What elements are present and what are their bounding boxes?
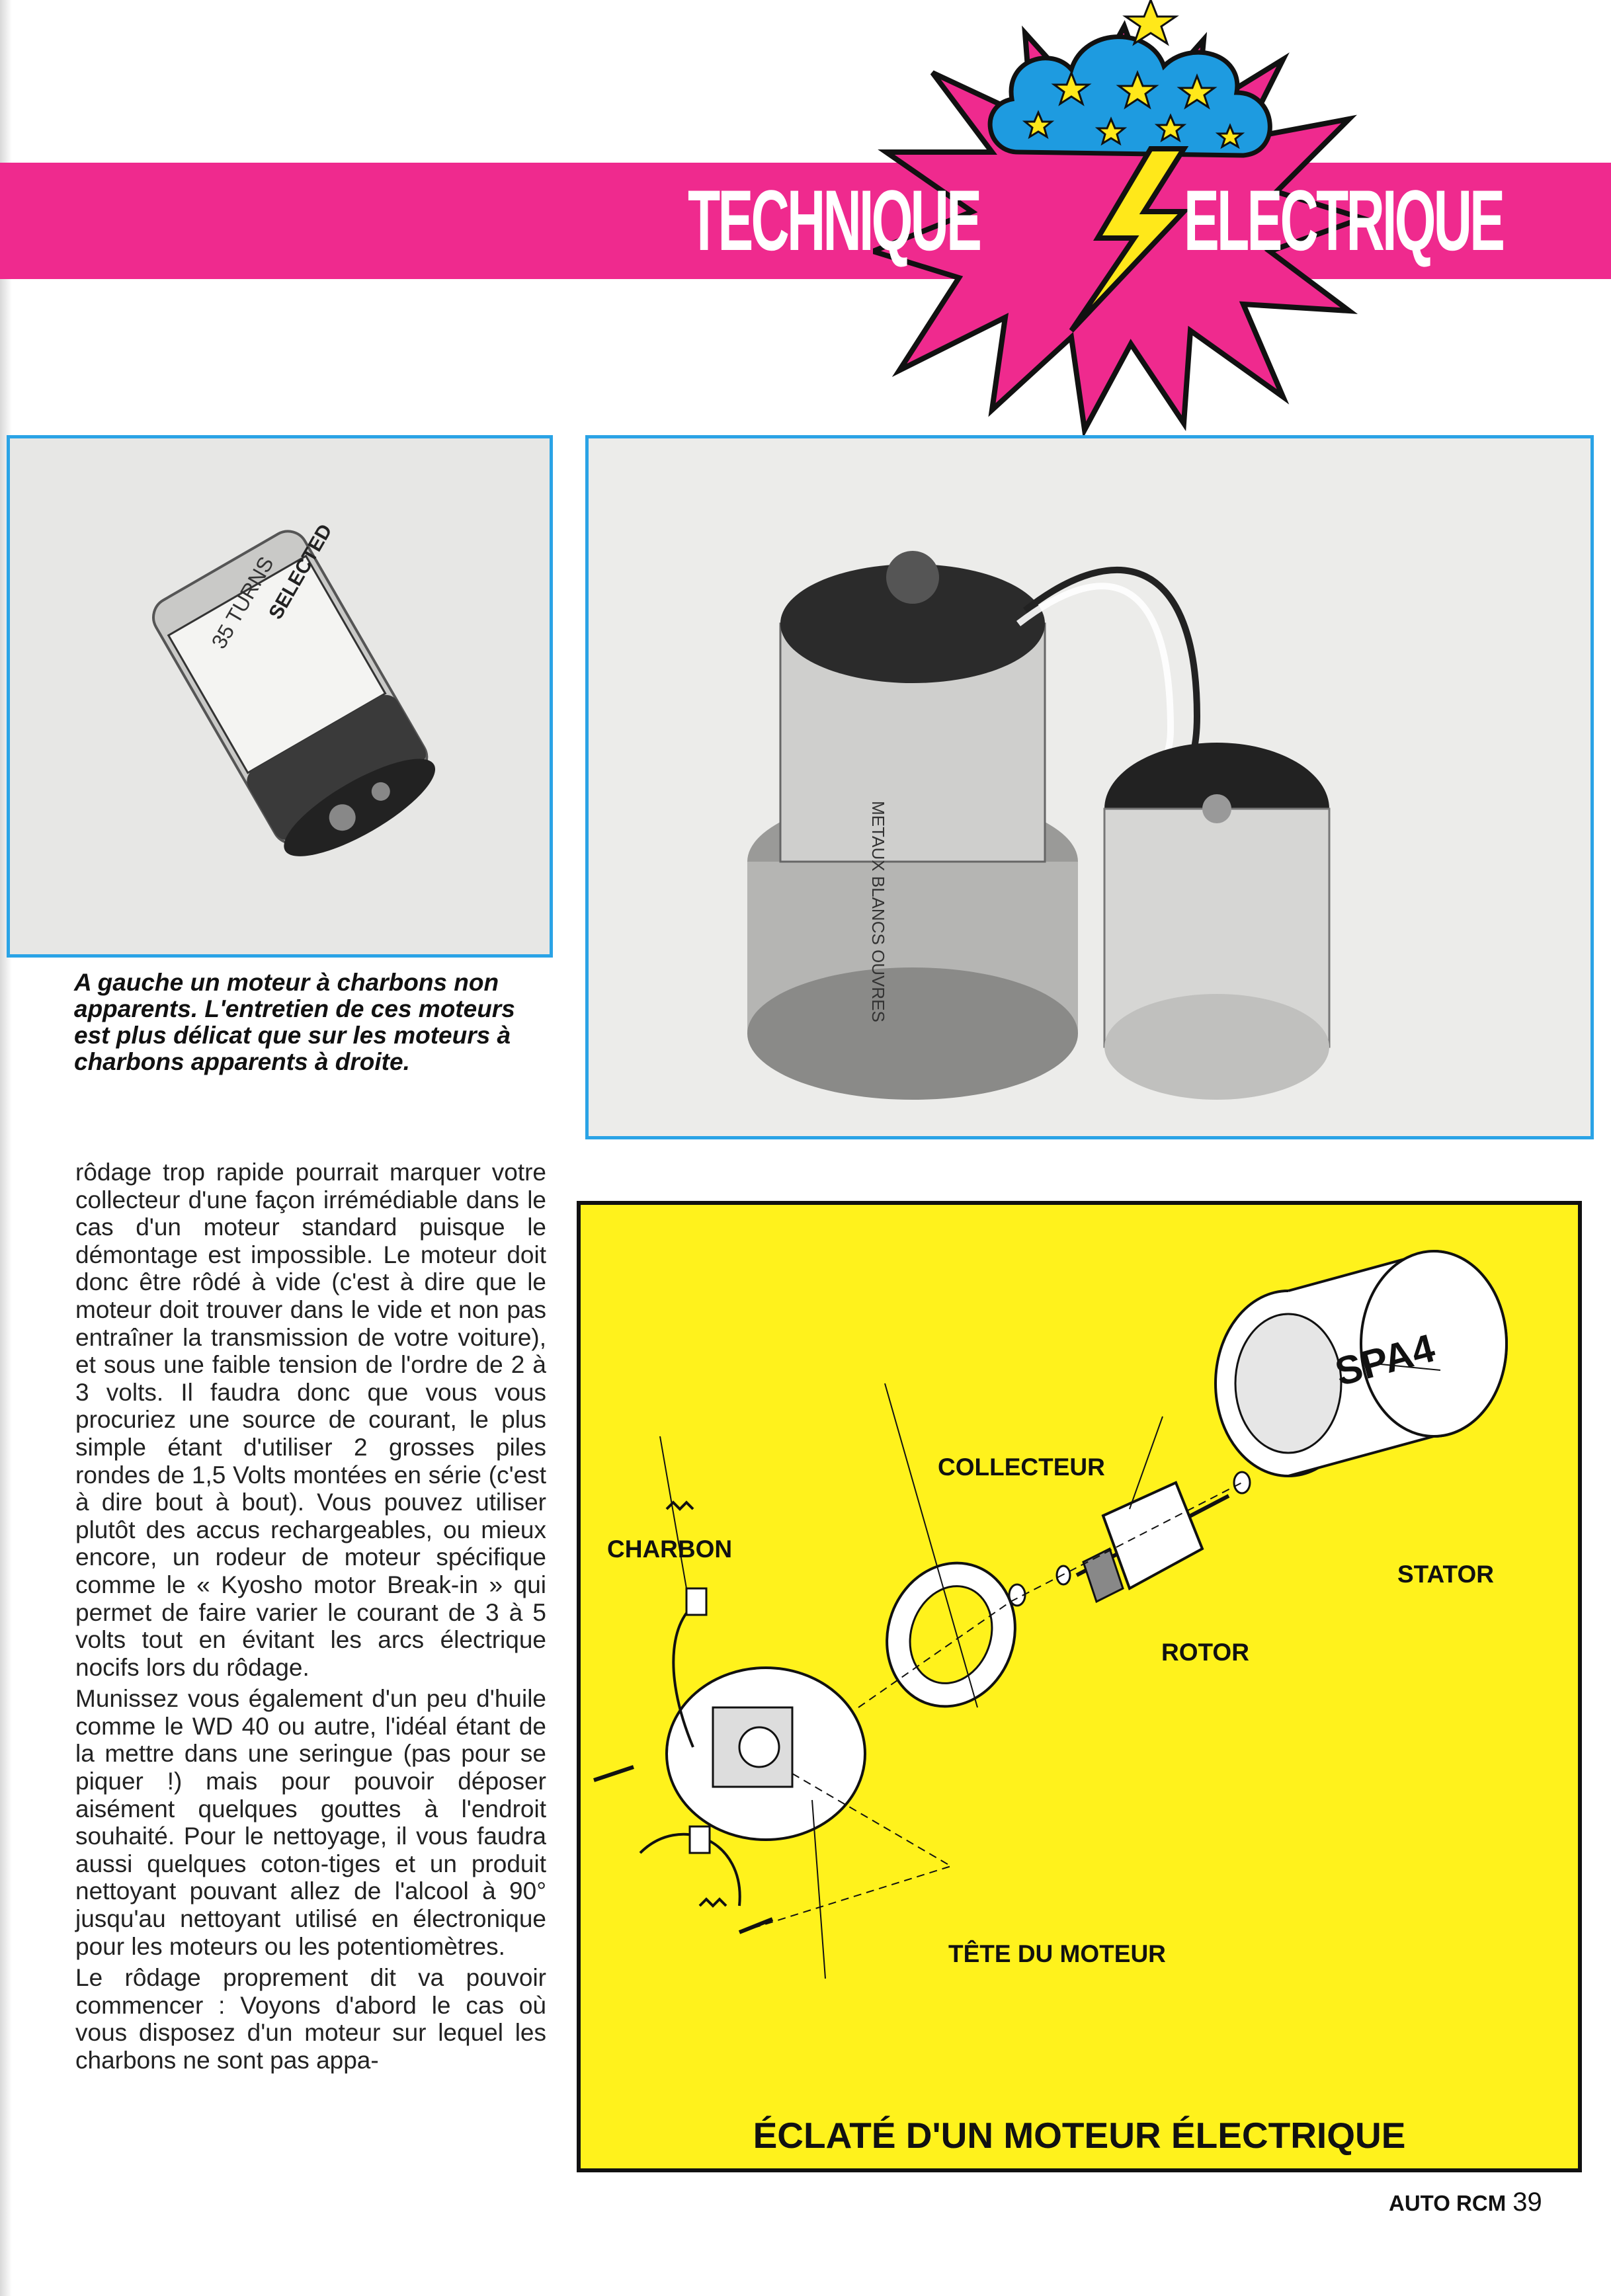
- page-footer: [1389, 2188, 1542, 2217]
- article-body: [75, 1159, 546, 2078]
- page-number: 39: [1512, 2188, 1542, 2217]
- photo-caption: A gauche un moteur à charbons non apparents. L'entretien de ces moteurs est plus délicat que sur les moteurs à charbons apparents à droite.: [74, 969, 515, 1075]
- motor-label-turns: 35 TURNS: [206, 552, 278, 653]
- label-rotor: ROTOR: [1161, 1639, 1249, 1666]
- diagram-title: ÉCLATÉ D'UN MOTEUR ÉLECTRIQUE: [753, 2115, 1406, 2156]
- paragraph-3: Le rôdage proprement dit va pouvoir commencer : Voyons d'abord le cas où vous disposez d'un moteur sur lequel les charbons ne sont pas appa-: [75, 1964, 546, 2074]
- label-tete-du-moteur: TÊTE DU MOTEUR: [948, 1940, 1166, 1967]
- motor-label-selected: SELECTED: [265, 520, 337, 624]
- paragraph-2: Munissez vous également d'un peu d'huile comme le WD 40 ou autre, l'idéal étant de la mettre dans une seringue (pas pour se piquer !) mais pour pouvoir déposer aisément quelques gouttes à l'endroit souhaité. Pour le nettoyage, il vous faudra aussi quelques coton-tiges et un produit nettoyant pouvant allez de l'alcool à 90° jusqu'au nettoyant utilisé en électronique pour les moteurs ou les potentiomètres.: [75, 1685, 546, 1960]
- label-charbon: CHARBON: [607, 1536, 733, 1563]
- motor-exploded-diagram: [577, 1201, 1582, 2172]
- stator-brand-label: SPA4: [1330, 1325, 1440, 1395]
- motor-head-drawing: [667, 1668, 865, 1840]
- page-edge-shadow: [0, 0, 12, 2296]
- label-stator: STATOR: [1397, 1561, 1494, 1588]
- rotor-drawing: [1077, 1483, 1229, 1602]
- photo-motor-closed: [7, 435, 553, 958]
- header-title-right: ELECTRIQUE: [1184, 172, 1503, 268]
- motor-label-metaux: METAUX BLANCS OUVRES: [868, 801, 888, 1022]
- paragraph-1: rôdage trop rapide pourrait marquer votre collecteur d'une façon irrémédiable dans le cas d'un moteur standard puisque le démontage est impossible. Le moteur doit donc être rôdé à vide (c'est à dire que le moteur doit trouver dans le vide et non pas entraîner la transmission de votre voiture), et sous une faible tension de l'ordre de 2 à 3 volts. Il faudra donc que vous vous procuriez une source de courant, le plus simple étant d'utiliser 2 grosses piles rondes de 1,5 Volts montées en série (c'est à dire bout à bout). Vous pouvez utiliser plutôt des accus rechargeables, ou mieux encore, un rodeur de moteur spécifique comme le « Kyosho motor Break-in » qui permet de faire varier le courant de 3 à 5 volts tout en évitant les arcs électrique nocifs lors du rôdage.: [75, 1159, 546, 1681]
- magazine-name: AUTO RCM: [1389, 2191, 1507, 2215]
- header-title-left: TECHNIQUE: [688, 172, 980, 268]
- label-collecteur: COLLECTEUR: [938, 1454, 1105, 1481]
- photo-motors-open: [585, 435, 1594, 1139]
